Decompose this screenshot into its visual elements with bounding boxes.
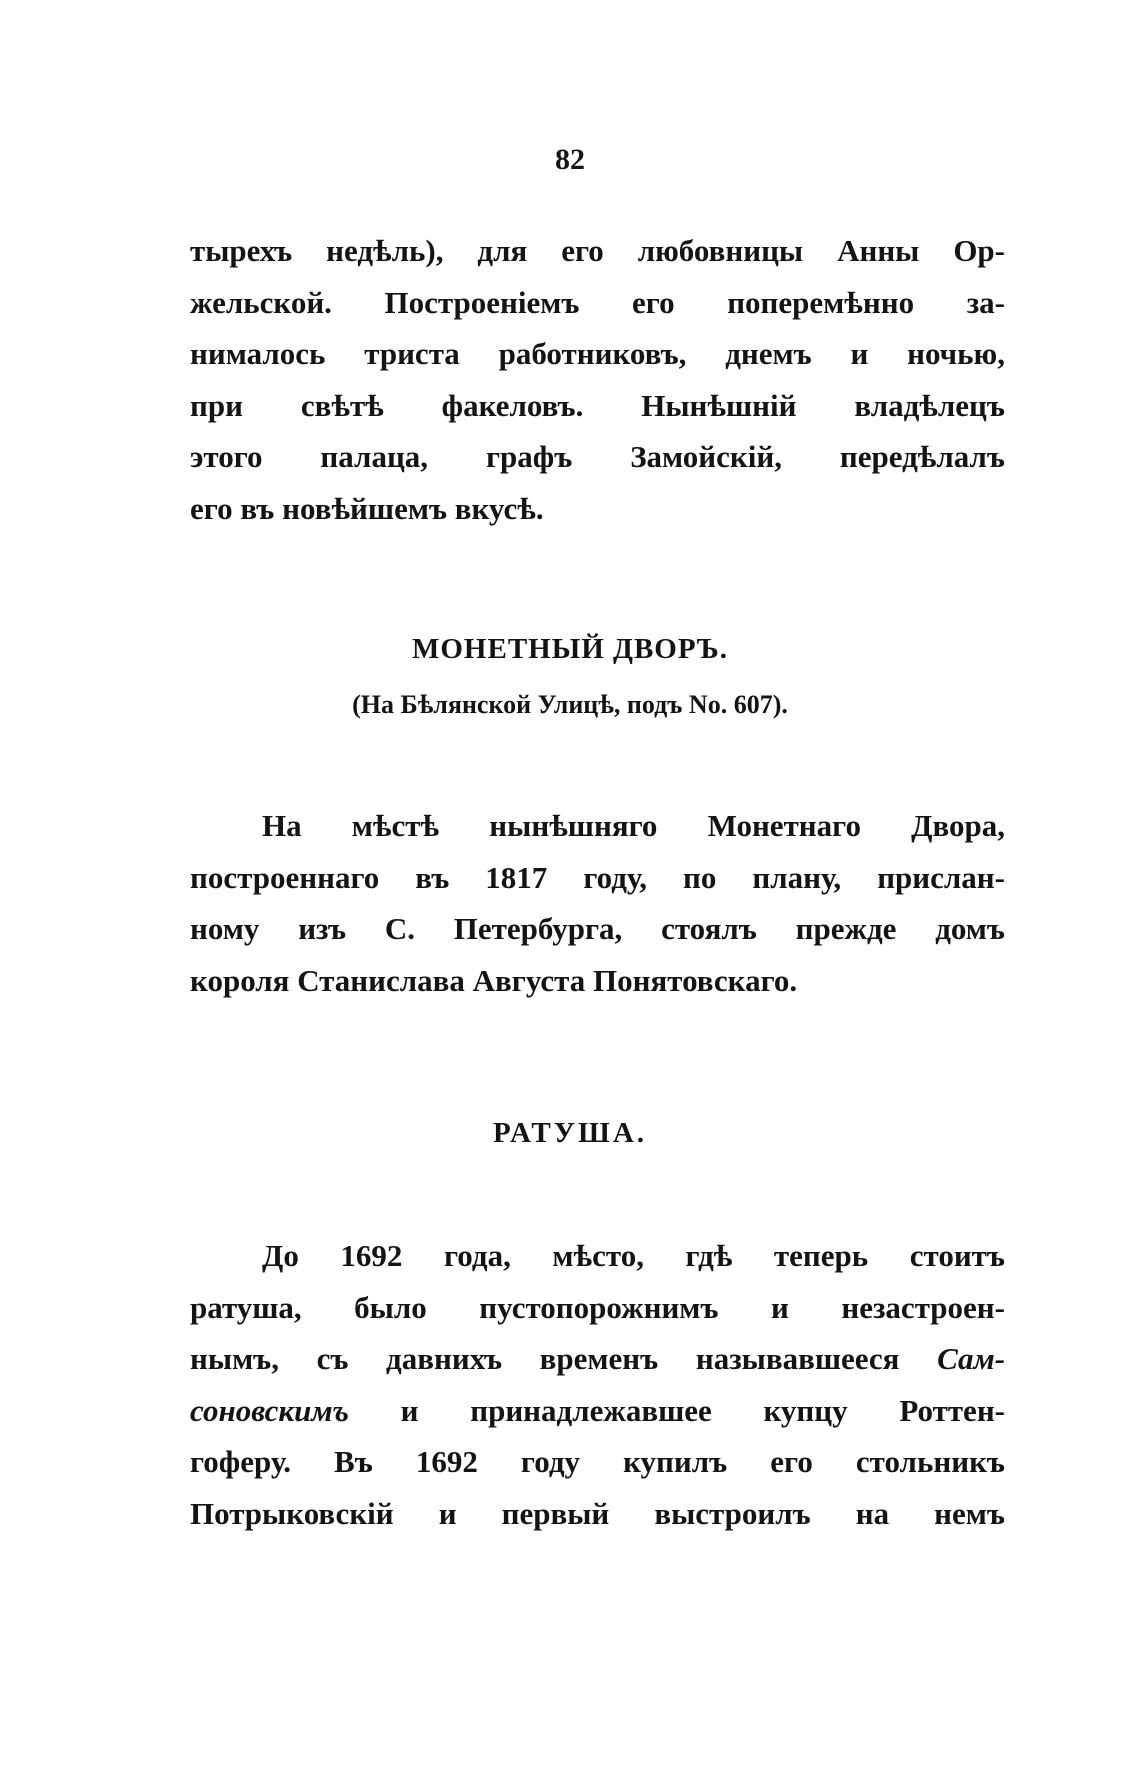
page-number: 82: [555, 143, 585, 176]
italic-text: Сам-: [937, 1341, 1006, 1376]
text-line: [190, 1333, 1005, 1385]
italic-text: соновскимъ: [190, 1392, 349, 1428]
text-segment: нымъ, съ давнихъ временъ называвшееся: [190, 1341, 900, 1376]
paragraph-town-hall: [190, 1230, 1005, 1539]
section-heading-town-hall: РАТУША.: [492, 1117, 648, 1149]
section-heading-mint: МОНЕТНЫЙ ДВОРЪ.: [411, 633, 729, 665]
section-subheading-address: (На Бѣлянской Улицѣ, подъ No. 607).: [352, 690, 788, 719]
text-line: ратуша, было пустопорожнимъ и незастроен-: [190, 1289, 1005, 1325]
paragraph-palace-continuation: [190, 225, 1005, 534]
text-line: нималось триста работниковъ, днемъ и ночью,: [190, 336, 1005, 371]
text-line: Потрыковскій и первый выстроилъ на немъ: [190, 1495, 1005, 1531]
text-line: На мѣстѣ нынѣшняго Монетнаго Двора,: [262, 808, 1005, 843]
text-line: этого палаца, графъ Замойскій, передѣлалъ: [190, 439, 1005, 474]
text-line: его въ новѣйшемъ вкусѣ.: [190, 490, 544, 526]
text-line: гоферу. Въ 1692 году купилъ его стольникъ: [190, 1444, 1005, 1479]
text-line: До 1692 года, мѣсто, гдѣ теперь стоитъ: [262, 1238, 1005, 1273]
paragraph-mint: [190, 800, 1005, 1006]
text-line: построеннаго въ 1817 году, по плану, прислан-: [190, 859, 1005, 895]
text-line: короля Станислава Августа Понятовскаго.: [190, 962, 798, 998]
text-line: тырехъ недѣль), для его любовницы Анны Ор-: [190, 233, 1005, 268]
text-line: при свѣтѣ факеловъ. Нынѣшній владѣлецъ: [190, 387, 1005, 423]
text-line: [190, 1385, 1005, 1437]
text-line: ному изъ С. Петербурга, стоялъ прежде домъ: [190, 911, 1005, 946]
text-line: жельской. Построеніемъ его поперемѣнно за-: [190, 284, 1005, 320]
text-segment: и принадлежавшее купцу Роттен-: [400, 1392, 1006, 1428]
